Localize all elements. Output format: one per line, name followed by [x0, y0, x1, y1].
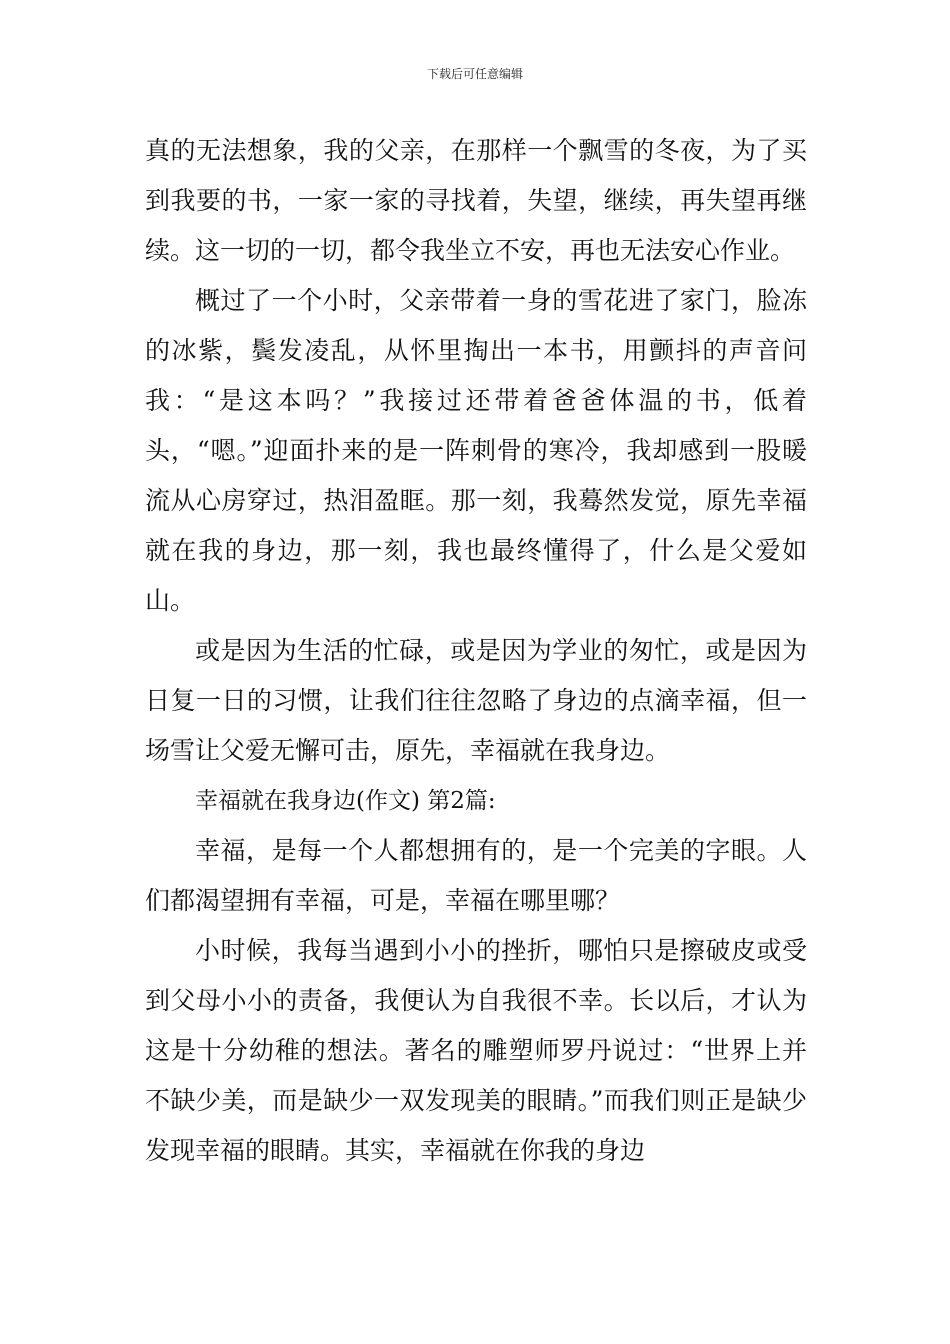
page-header: 下载后可任意编辑 — [426, 67, 523, 81]
paragraph-3: 或是因为生活的忙碌，或是因为学业的匆忙，或是因为日复一日的习惯，让我们往往忽略了身边的点滴幸福，但一场雪让父爱无懈可击，原先，幸福就在我身边。 — [145, 636, 807, 765]
paragraph-5: 小时候，我每当遇到小小的挫折，哪怕只是擦破皮或受到父母小小的责备，我便认为自我很不幸。长以后，才认为这是十分幼稚的想法。著名的雕塑师罗丹说过：“世界上并不缺少美，而是缺少一双发现美的眼睛。”而我们则正是缺少发现幸福的眼睛。其实，幸福就在你我的身边 — [145, 936, 807, 1165]
paragraph-4: 幸福，是每一个人都想拥有的，是一个完美的字眼。人们都渴望拥有幸福，可是，幸福在哪里哪？ — [145, 836, 807, 915]
paragraph-2: 概过了一个小时，父亲带着一身的雪花进了家门，脸冻的冰紫，鬓发凌乱，从怀里掏出一本书，用颤抖的声音问我：“是这本吗？”我接过还带着爸爸体温的书，低着头，“嗯。”迎面扑来的是一阵刺骨的寒冷，我却感到一股暖流从心房穿过，热泪盈眶。那一刻，我蓦然发觉，原先幸福就在我的身边，那一刻，我也最终懂得了，什么是父爱如山。 — [145, 286, 807, 615]
section-heading: 幸福就在我身边(作文) 第2篇: — [195, 788, 496, 814]
paragraph-1: 真的无法想象，我的父亲，在那样一个飘雪的冬夜，为了买到我要的书，一家一家的寻找着，失望，继续，再失望再继续。这一切的一切，都令我坐立不安，再也无法安心作业。 — [145, 136, 807, 265]
document-body — [145, 126, 807, 1176]
